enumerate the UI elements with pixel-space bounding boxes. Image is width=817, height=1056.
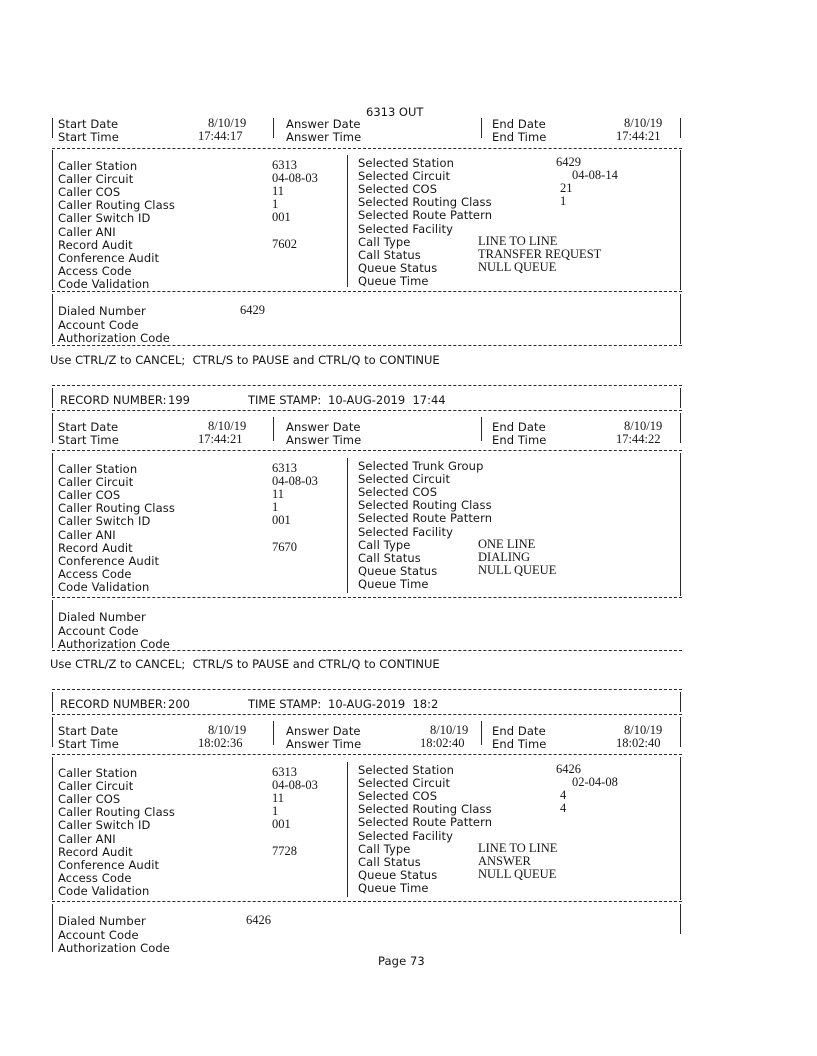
selected-circuit-label: Selected Circuit <box>358 472 451 486</box>
start-time-value: 18:02:36 <box>198 736 243 750</box>
dialed-number-value: 6426 <box>246 913 271 927</box>
divider <box>52 597 682 598</box>
caller-station-value: 6313 <box>272 765 297 779</box>
end-time-label: End Time <box>492 130 547 144</box>
divider <box>52 148 682 149</box>
code-validation-label: Code Validation <box>58 884 150 898</box>
caller-cos-label: Caller COS <box>58 792 121 806</box>
queue-status-value: NULL QUEUE <box>478 260 557 274</box>
divider <box>52 754 682 755</box>
selected-routing-class-label: Selected Routing Class <box>358 802 492 816</box>
call-status-label: Call Status <box>358 248 421 262</box>
call-status-value: ANSWER <box>478 854 531 868</box>
selected-cos-label: Selected COS <box>358 182 438 196</box>
page-number: Page 73 <box>378 954 425 968</box>
call-type-value: LINE TO LINE <box>478 841 558 855</box>
record-audit-value: 7670 <box>272 540 297 554</box>
end-date-label: End Date <box>492 724 546 738</box>
selected-route-pattern-label: Selected Route Pattern <box>358 815 493 829</box>
separator <box>52 150 53 290</box>
start-date-value: 8/10/19 <box>208 419 247 433</box>
selected-route-pattern-label: Selected Route Pattern <box>358 511 493 525</box>
dialed-number-label: Dialed Number <box>58 304 146 318</box>
divider <box>52 901 682 902</box>
selected-circuit-label: Selected Circuit <box>358 169 451 183</box>
selected-circuit-value: 02-04-08 <box>572 775 618 789</box>
selected-circuit-label: Selected Circuit <box>358 776 451 790</box>
record-audit-label: Record Audit <box>58 238 133 252</box>
caller-circuit-value: 04-08-03 <box>272 171 318 185</box>
start-date-label: Start Date <box>58 724 119 738</box>
separator <box>52 600 53 648</box>
end-time-value: 17:44:22 <box>616 432 661 446</box>
selected-routing-class-label: Selected Routing Class <box>358 498 492 512</box>
authorization-code-label: Authorization Code <box>58 331 170 345</box>
end-time-label: End Time <box>492 433 547 447</box>
separator <box>680 150 681 290</box>
call-type-label: Call Type <box>358 842 411 856</box>
record-audit-value: 7602 <box>272 237 297 251</box>
caller-switch-id-value: 001 <box>272 210 291 224</box>
authorization-code-label: Authorization Code <box>58 637 170 651</box>
end-date-label: End Date <box>492 420 546 434</box>
end-date-value: 8/10/19 <box>624 723 663 737</box>
selected-trunk-group-label: Selected Trunk Group <box>358 459 484 473</box>
selected-facility-label: Selected Facility <box>358 829 454 843</box>
answer-date-label: Answer Date <box>286 420 361 434</box>
queue-status-label: Queue Status <box>358 868 438 882</box>
caller-ani-label: Caller ANI <box>58 225 116 239</box>
queue-status-value: NULL QUEUE <box>478 867 557 881</box>
time-stamp-value: 10-AUG-2019 17:44 <box>328 393 446 407</box>
end-time-value: 17:44:21 <box>616 129 661 143</box>
caller-cos-value: 11 <box>272 184 285 198</box>
caller-routing-class-value: 1 <box>272 500 279 514</box>
queue-status-label: Queue Status <box>358 261 438 275</box>
account-code-label: Account Code <box>58 928 139 942</box>
caller-routing-class-label: Caller Routing Class <box>58 501 175 515</box>
separator <box>680 294 681 344</box>
queue-time-label: Queue Time <box>358 274 429 288</box>
separator <box>52 904 53 952</box>
start-time-label: Start Time <box>58 737 119 751</box>
separator <box>52 388 53 408</box>
selected-station-value: 6426 <box>556 762 581 776</box>
caller-switch-id-label: Caller Switch ID <box>58 514 151 528</box>
separator <box>52 413 53 443</box>
record-audit-label: Record Audit <box>58 541 133 555</box>
separator <box>680 904 681 934</box>
instruction-line: Use CTRL/Z to CANCEL; CTRL/S to PAUSE and CTRL/Q to CONTINUE <box>50 657 440 671</box>
caller-switch-id-label: Caller Switch ID <box>58 818 151 832</box>
selected-circuit-value: 04-08-14 <box>572 168 618 182</box>
start-date-label: Start Date <box>58 420 119 434</box>
call-type-value: ONE LINE <box>478 537 536 551</box>
end-date-value: 8/10/19 <box>624 116 663 130</box>
queue-status-label: Queue Status <box>358 564 438 578</box>
start-date-label: Start Date <box>58 117 119 131</box>
selected-routing-class-value: 4 <box>560 801 567 815</box>
selected-station-label: Selected Station <box>358 156 454 170</box>
caller-circuit-label: Caller Circuit <box>58 779 134 793</box>
separator <box>52 692 53 712</box>
start-time-label: Start Time <box>58 433 119 447</box>
account-code-label: Account Code <box>58 624 139 638</box>
separator <box>481 721 482 745</box>
caller-ani-label: Caller ANI <box>58 528 116 542</box>
separator <box>680 413 681 443</box>
separator <box>347 155 348 287</box>
caller-cos-value: 11 <box>272 791 285 805</box>
divider <box>52 385 682 386</box>
start-time-label: Start Time <box>58 130 119 144</box>
divider <box>52 410 682 411</box>
call-type-label: Call Type <box>358 235 411 249</box>
record-number-label: RECORD NUMBER: <box>60 393 167 407</box>
caller-cos-value: 11 <box>272 487 285 501</box>
divider <box>52 450 682 451</box>
selected-cos-label: Selected COS <box>358 789 438 803</box>
separator <box>680 692 681 712</box>
record-title: 6313 OUT <box>366 105 424 119</box>
selected-routing-class-label: Selected Routing Class <box>358 195 492 209</box>
caller-station-label: Caller Station <box>58 159 138 173</box>
caller-station-label: Caller Station <box>58 766 138 780</box>
record-audit-value: 7728 <box>272 844 297 858</box>
separator <box>52 757 53 900</box>
caller-cos-label: Caller COS <box>58 185 121 199</box>
start-date-value: 8/10/19 <box>208 723 247 737</box>
selected-cos-label: Selected COS <box>358 485 438 499</box>
answer-time-label: Answer Time <box>286 433 362 447</box>
conference-audit-label: Conference Audit <box>58 858 160 872</box>
separator <box>273 721 274 745</box>
access-code-label: Access Code <box>58 871 132 885</box>
separator <box>680 388 681 408</box>
call-type-label: Call Type <box>358 538 411 552</box>
selected-station-label: Selected Station <box>358 763 454 777</box>
divider <box>52 345 682 346</box>
access-code-label: Access Code <box>58 567 132 581</box>
start-time-value: 17:44:17 <box>198 129 243 143</box>
selected-route-pattern-label: Selected Route Pattern <box>358 208 493 222</box>
caller-routing-class-label: Caller Routing Class <box>58 805 175 819</box>
answer-date-label: Answer Date <box>286 724 361 738</box>
separator <box>52 294 53 344</box>
divider <box>52 650 682 651</box>
conference-audit-label: Conference Audit <box>58 554 160 568</box>
separator <box>347 458 348 593</box>
queue-time-label: Queue Time <box>358 881 429 895</box>
record-audit-label: Record Audit <box>58 845 133 859</box>
record-number-label: RECORD NUMBER: <box>60 697 167 711</box>
caller-circuit-label: Caller Circuit <box>58 172 134 186</box>
access-code-label: Access Code <box>58 264 132 278</box>
caller-ani-label: Caller ANI <box>58 832 116 846</box>
caller-station-value: 6313 <box>272 461 297 475</box>
call-type-value: LINE TO LINE <box>478 234 558 248</box>
divider <box>52 714 682 715</box>
dialed-number-label: Dialed Number <box>58 610 146 624</box>
separator <box>680 453 681 596</box>
caller-switch-id-value: 001 <box>272 513 291 527</box>
separator <box>52 118 53 138</box>
caller-routing-class-value: 1 <box>272 197 279 211</box>
end-date-value: 8/10/19 <box>624 419 663 433</box>
instruction-line: Use CTRL/Z to CANCEL; CTRL/S to PAUSE and CTRL/Q to CONTINUE <box>50 353 440 367</box>
time-stamp-label: TIME STAMP: <box>248 393 322 407</box>
selected-facility-label: Selected Facility <box>358 222 454 236</box>
call-status-label: Call Status <box>358 855 421 869</box>
caller-circuit-value: 04-08-03 <box>272 778 318 792</box>
separator <box>680 717 681 747</box>
separator <box>52 453 53 596</box>
start-date-value: 8/10/19 <box>208 116 247 130</box>
separator <box>273 118 274 138</box>
separator <box>481 118 482 138</box>
selected-routing-class-value: 1 <box>560 194 567 208</box>
account-code-label: Account Code <box>58 318 139 332</box>
caller-station-label: Caller Station <box>58 462 138 476</box>
code-validation-label: Code Validation <box>58 277 150 291</box>
record-number-value: 199 <box>168 393 190 407</box>
caller-routing-class-label: Caller Routing Class <box>58 198 175 212</box>
end-time-label: End Time <box>492 737 547 751</box>
caller-cos-label: Caller COS <box>58 488 121 502</box>
time-stamp-value: 10-AUG-2019 18:2 <box>328 697 439 711</box>
separator <box>680 118 681 138</box>
selected-cos-value: 4 <box>560 788 567 802</box>
selected-facility-label: Selected Facility <box>358 525 454 539</box>
call-status-label: Call Status <box>358 551 421 565</box>
separator <box>273 417 274 441</box>
conference-audit-label: Conference Audit <box>58 251 160 265</box>
answer-date-label: Answer Date <box>286 117 361 131</box>
answer-time-label: Answer Time <box>286 130 362 144</box>
call-status-value: DIALING <box>478 550 531 564</box>
caller-switch-id-value: 001 <box>272 817 291 831</box>
answer-date-value: 8/10/19 <box>430 723 469 737</box>
time-stamp-label: TIME STAMP: <box>248 697 322 711</box>
record-number-value: 200 <box>168 697 190 711</box>
selected-station-value: 6429 <box>556 155 581 169</box>
dialed-number-label: Dialed Number <box>58 914 146 928</box>
code-validation-label: Code Validation <box>58 580 150 594</box>
authorization-code-label: Authorization Code <box>58 941 170 955</box>
caller-circuit-label: Caller Circuit <box>58 475 134 489</box>
divider <box>52 689 682 690</box>
answer-time-label: Answer Time <box>286 737 362 751</box>
dialed-number-value: 6429 <box>240 303 265 317</box>
queue-time-label: Queue Time <box>358 577 429 591</box>
caller-routing-class-value: 1 <box>272 804 279 818</box>
separator <box>347 762 348 897</box>
caller-station-value: 6313 <box>272 158 297 172</box>
caller-switch-id-label: Caller Switch ID <box>58 211 151 225</box>
caller-circuit-value: 04-08-03 <box>272 474 318 488</box>
end-date-label: End Date <box>492 117 546 131</box>
start-time-value: 17:44:21 <box>198 432 243 446</box>
queue-status-value: NULL QUEUE <box>478 563 557 577</box>
selected-cos-value: 21 <box>560 181 573 195</box>
separator <box>481 417 482 441</box>
call-status-value: TRANSFER REQUEST <box>478 247 602 261</box>
separator <box>680 757 681 900</box>
end-time-value: 18:02:40 <box>616 736 661 750</box>
answer-time-value: 18:02:40 <box>420 736 465 750</box>
separator <box>52 717 53 747</box>
divider <box>52 291 682 292</box>
